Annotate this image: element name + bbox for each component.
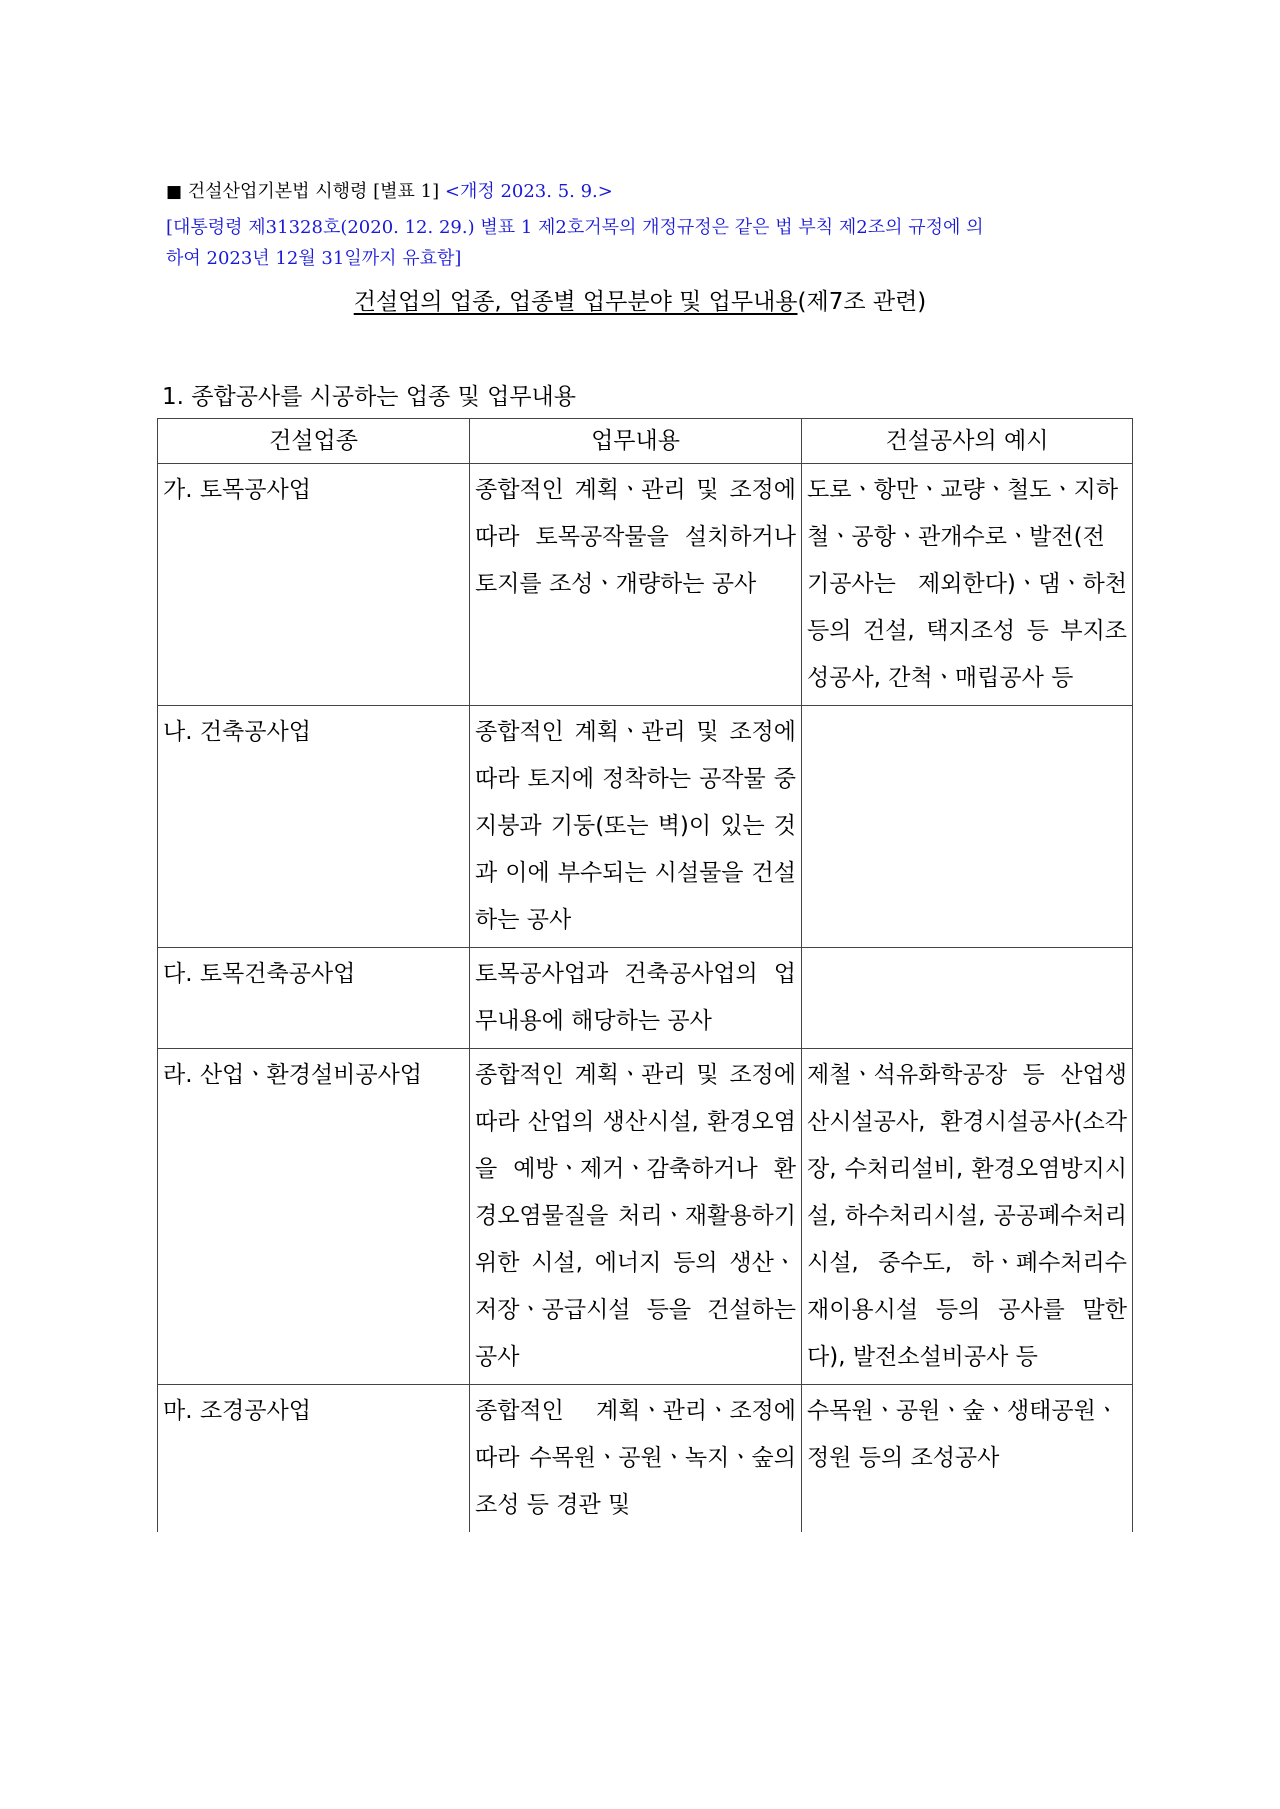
document-title [0, 285, 1280, 319]
table-row [158, 464, 1133, 706]
column-header-content: 업무내용 [470, 419, 802, 464]
law-reference: 건설산업기본법 시행령 [별표 1] [187, 181, 440, 202]
section-title: 1. 종합공사를 시공하는 업종 및 업무내용 [162, 384, 576, 410]
column-header-type: 건설업종 [158, 419, 470, 464]
content-cell: 종합적인 계획ㆍ관리ㆍ조정에 따라 수목원ㆍ공원ㆍ녹지ㆍ숲의 조성 등 경관 및 [470, 1385, 802, 1533]
example-cell [802, 948, 1133, 1049]
table-row [158, 1049, 1133, 1385]
table-row [158, 948, 1133, 1049]
example-cell: 수목원ㆍ공원ㆍ숲ㆍ생태공원ㆍ정원 등의 조성공사 [802, 1385, 1133, 1533]
content-cell: 종합적인 계획ㆍ관리 및 조정에 따라 토목공작물을 설치하거나 토지를 조성ㆍ개량하는 공사 [470, 464, 802, 706]
law-reference-line [166, 178, 1126, 206]
type-cell: 가. 토목공사업 [158, 464, 470, 706]
notice-line-2: 하여 2023년 12월 31일까지 유효함] [166, 248, 462, 269]
table-row [158, 706, 1133, 948]
column-header-example: 건설공사의 예시 [802, 419, 1133, 464]
content-cell: 종합적인 계획ㆍ관리 및 조정에 따라 토지에 정착하는 공작물 중 지붕과 기둥(또는 벽)이 있는 것과 이에 부수되는 시설물을 건설하는 공사 [470, 706, 802, 948]
table-row [158, 1385, 1133, 1533]
table-header-row [158, 419, 1133, 464]
validity-notice [166, 212, 1126, 274]
example-cell [802, 706, 1133, 948]
amendment-date: <개정 2023. 5. 9.> [444, 181, 613, 202]
notice-line-1: [대통령령 제31328호(2020. 12. 29.) 별표 1 제2호거목의 개정규정은 같은 법 부칙 제2조의 규정에 의 [166, 217, 984, 238]
type-cell: 라. 산업ㆍ환경설비공사업 [158, 1049, 470, 1385]
content-cell: 종합적인 계획ㆍ관리 및 조정에 따라 산업의 생산시설, 환경오염을 예방ㆍ제거ㆍ감축하거나 환경오염물질을 처리ㆍ재활용하기 위한 시설, 에너지 등의 생산ㆍ저장ㆍ공급시설 등을 건설하는 공사 [470, 1049, 802, 1385]
content-cell: 토목공사업과 건축공사업의 업무내용에 해당하는 공사 [470, 948, 802, 1049]
title-underlined: 건설업의 업종, 업종별 업무분야 및 업무내용 [353, 289, 798, 315]
type-cell: 나. 건축공사업 [158, 706, 470, 948]
business-type-table [157, 418, 1133, 1532]
type-cell: 다. 토목건축공사업 [158, 948, 470, 1049]
title-suffix: (제7조 관련) [797, 289, 927, 315]
type-cell: 마. 조경공사업 [158, 1385, 470, 1533]
square-bullet-icon: ■ [166, 182, 183, 202]
example-cell: 도로ㆍ항만ㆍ교량ㆍ철도ㆍ지하철ㆍ공항ㆍ관개수로ㆍ발전(전기공사는 제외한다)ㆍ댐ㆍ하천 등의 건설, 택지조성 등 부지조성공사, 간척ㆍ매립공사 등 [802, 464, 1133, 706]
document-header [166, 178, 1126, 274]
example-cell: 제철ㆍ석유화학공장 등 산업생산시설공사, 환경시설공사(소각장, 수처리설비, 환경오염방지시설, 하수처리시설, 공공폐수처리시설, 중수도, 하ㆍ폐수처리수 재이용시설 등의 공사를 말한다), 발전소설비공사 등 [802, 1049, 1133, 1385]
